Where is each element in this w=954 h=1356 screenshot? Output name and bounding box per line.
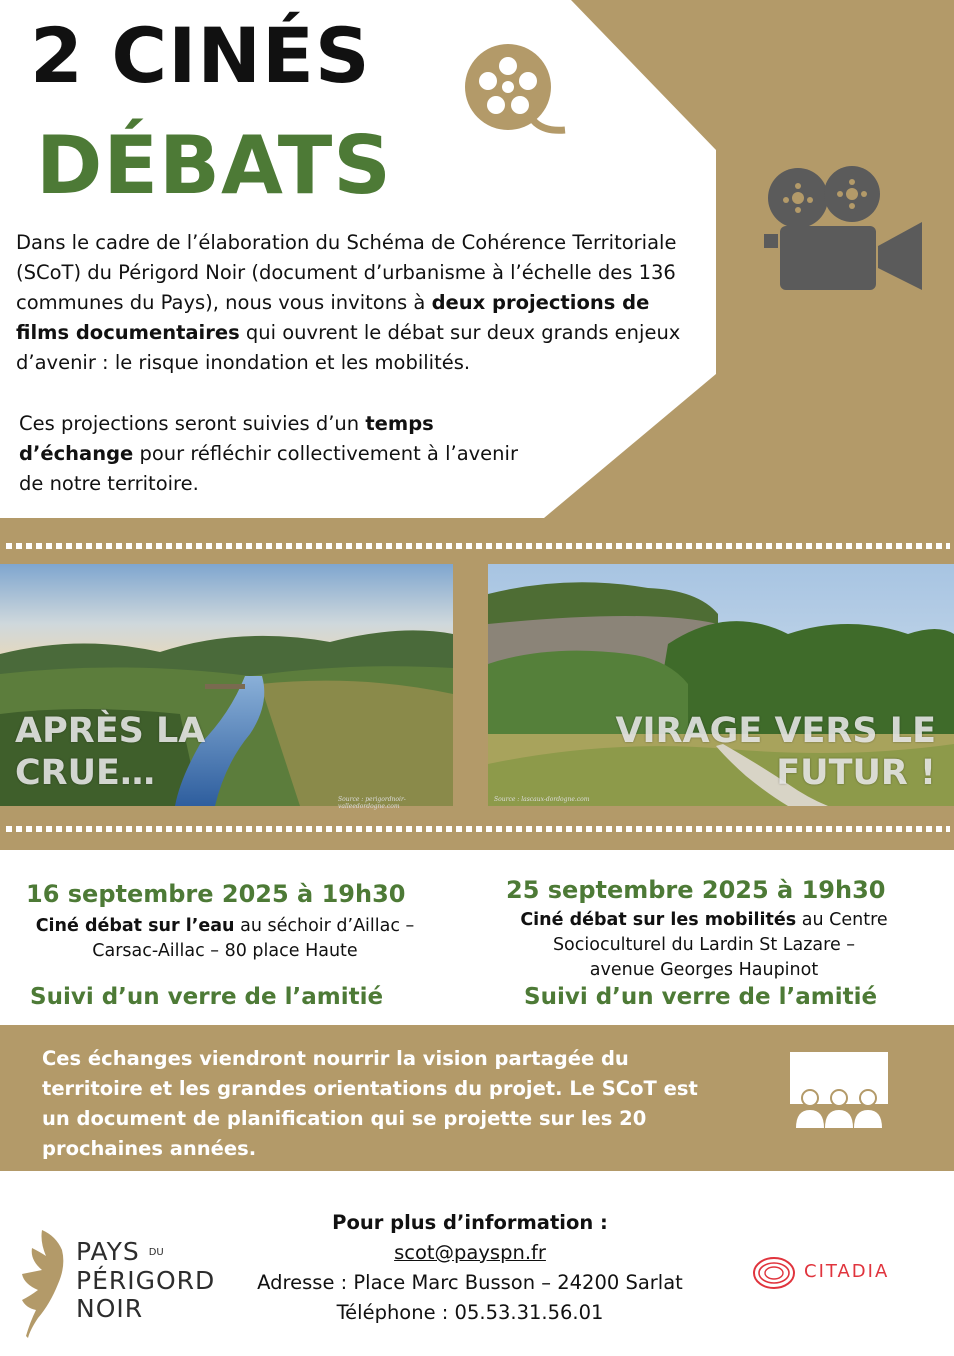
event1-follow: Suivi d’un verre de l’amitié — [30, 984, 384, 1010]
film-perforations-bottom — [6, 826, 950, 832]
event2-venue: au Centre — [796, 910, 888, 930]
event1-title: Ciné débat sur l’eau — [35, 916, 235, 936]
film1-caption-line1: APRÈS LA — [15, 711, 206, 751]
contact-email-link[interactable]: scot@payspn.fr — [394, 1241, 546, 1264]
film1-caption-line2: CRUE… — [15, 753, 155, 793]
film2-caption-line2: FUTUR ! — [776, 753, 936, 793]
film-perforations-top — [6, 543, 950, 549]
photo-river-dordogne — [0, 564, 453, 810]
logo-word-pays: PAYS — [76, 1237, 140, 1266]
movie-camera-icon — [764, 164, 924, 294]
logo-word-noir: NOIR — [76, 1294, 144, 1323]
event2-follow: Suivi d’un verre de l’amitié — [524, 984, 878, 1010]
film1-caption — [15, 710, 205, 794]
contact-phone: Téléphone : 05.53.31.56.01 — [336, 1301, 604, 1324]
event2-venue-line2: Socioculturel du Lardin St Lazare – — [552, 935, 856, 955]
title-line1: 2 CINÉS — [30, 11, 371, 100]
exchange-text-end: pour réfléchir collectivement à l’avenir de notre territoire. — [19, 442, 518, 495]
event1-date: 16 septembre 2025 à 19h30 — [26, 880, 406, 908]
event1-description — [6, 914, 444, 964]
event1-venue: au séchoir d’Aillac – — [234, 916, 415, 936]
contact-address: Adresse : Place Marc Busson – 24200 Sarlat — [257, 1271, 683, 1294]
event2-date: 25 septembre 2025 à 19h30 — [506, 876, 886, 904]
film2-source: Source : lascaux-dordogne.com — [494, 796, 590, 803]
exchange-emphasis: temps d’échange — [19, 412, 434, 465]
film2-caption-line1: VIRAGE VERS LE — [615, 711, 936, 751]
event2-description — [486, 908, 922, 983]
film1-source: Source : perigordnoir-valleedordogne.com — [338, 796, 406, 810]
contact-block — [210, 1208, 730, 1328]
intro-emphasis: deux projections de films documentaires — [16, 291, 650, 344]
conclusion-text: Ces échanges viendront nourrir la vision partagée du territoire et les grandes orientations du projet. Le SCoT est un document de planification qui se projette sur les 20 prochaines années. — [42, 1047, 698, 1160]
event2-address: avenue Georges Haupinot — [589, 960, 819, 980]
cinema-audience-icon — [790, 1052, 888, 1130]
pays-perigord-noir-logo — [76, 1238, 215, 1323]
photo-valley-path — [488, 564, 954, 806]
intro-paragraph — [16, 228, 686, 378]
logo-word-du: DU — [148, 1247, 164, 1258]
exchange-paragraph — [19, 409, 529, 499]
intro-text: Dans le cadre de l’élaboration du Schéma de Cohérence Territoriale (SCoT) du Périgord Noir (document d’urbanisme à l’échelle des 136 communes du Pays), nous vous invitons à — [16, 231, 677, 314]
title-line2: DÉBATS — [36, 119, 392, 212]
exchange-text: Ces projections seront suivies d’un — [19, 412, 366, 435]
film-reel-icon — [463, 42, 567, 134]
event2-title: Ciné débat sur les mobilités — [520, 910, 797, 930]
event1-address: Carsac-Aillac – 80 place Haute — [92, 941, 358, 961]
logo-word-perigord: PÉRIGORD — [76, 1266, 216, 1295]
film2-caption — [615, 710, 936, 794]
contact-heading: Pour plus d’information : — [332, 1211, 608, 1234]
citadia-logo-text: CITADIA — [804, 1261, 890, 1282]
intro-text-end: qui ouvrent le débat sur deux grands enjeux d’avenir : le risque inondation et les mobilités. — [16, 321, 681, 374]
